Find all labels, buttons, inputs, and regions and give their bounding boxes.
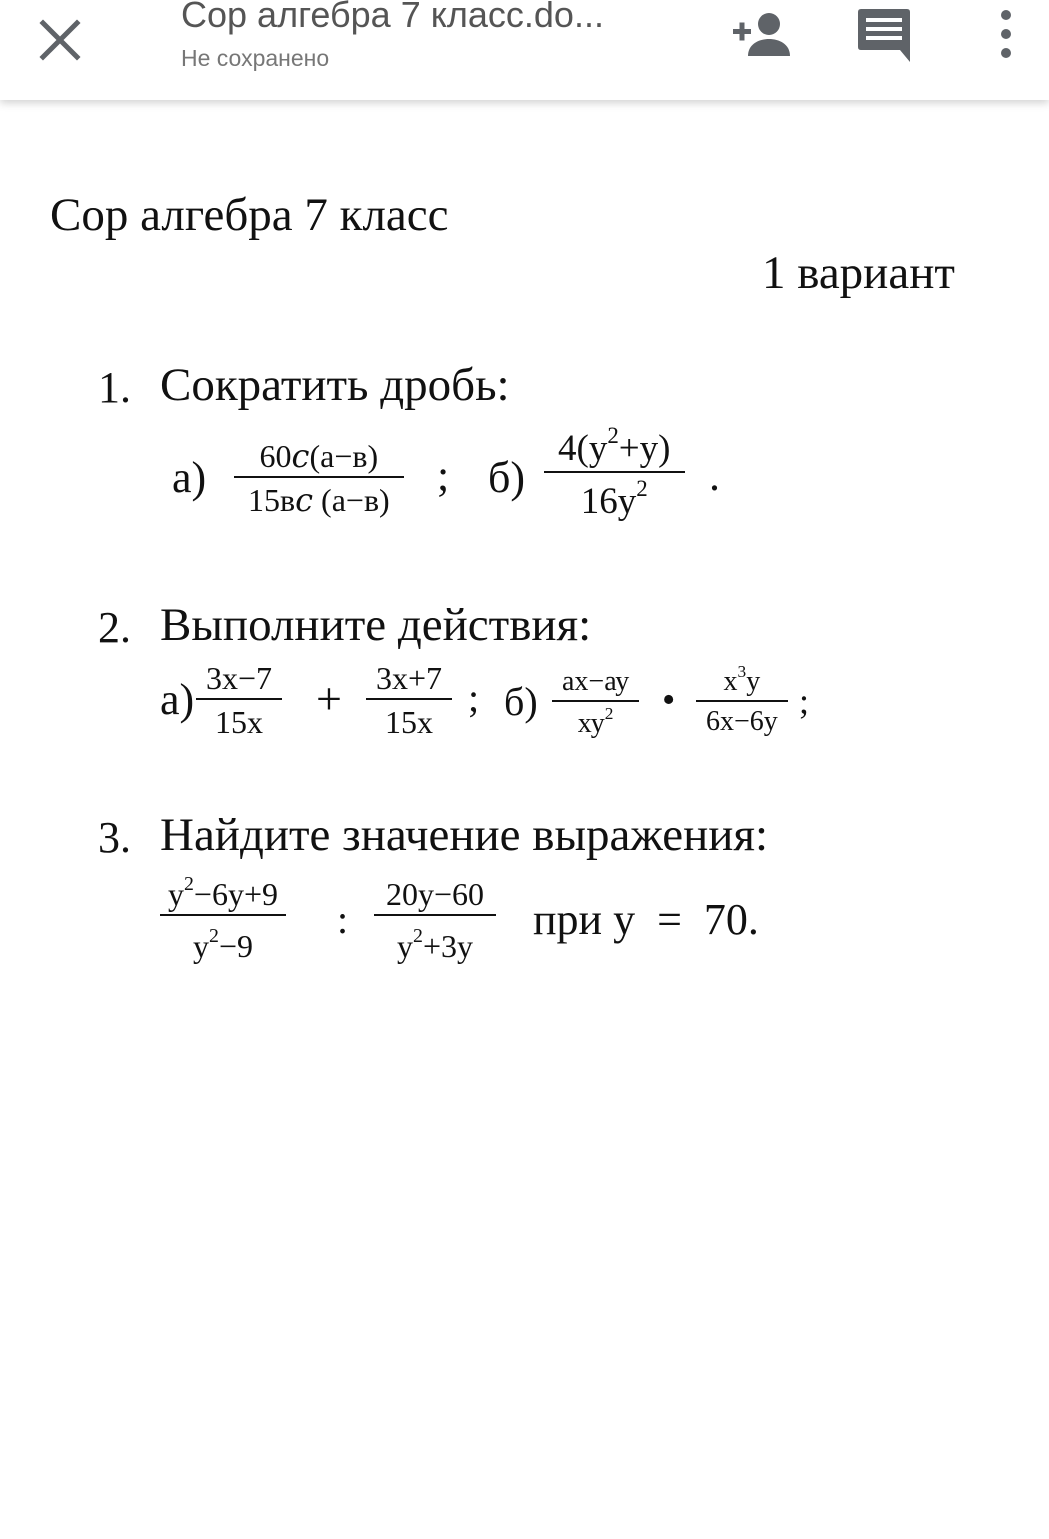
q2-b-fraction-1: [552, 668, 639, 738]
q3-condition: при у = 70.: [533, 895, 759, 944]
q1-a-label: а): [172, 453, 207, 502]
q2-a-fraction-2: [366, 662, 452, 738]
variant-label: 1 вариант: [762, 247, 955, 299]
q2-a2-denominator: 15х: [385, 704, 434, 740]
question-2-text: Выполните действия:: [160, 599, 592, 651]
q2-b2-num-exponent: 3: [737, 661, 747, 681]
question-3-text: Найдите значение выражения:: [160, 809, 769, 861]
q3-f2-den-base: у: [397, 928, 414, 964]
q3-f2-denominator: [385, 916, 485, 962]
q2-b1-numerator: ах−ау: [562, 666, 630, 697]
q2-b-fraction-2: [696, 662, 788, 736]
q3-f2-den-exponent: 2: [413, 925, 423, 948]
close-icon: [30, 10, 90, 70]
q2-b1-den-exponent: 2: [604, 703, 614, 723]
document-page[interactable]: [0, 100, 1049, 1539]
q3-f1-num-exponent: 2: [184, 873, 194, 896]
comment-button[interactable]: [856, 6, 914, 64]
q3-f1-den-base: у: [193, 928, 210, 964]
document-heading: Сор алгебра 7 класс: [50, 189, 449, 241]
q1-period: .: [709, 451, 720, 500]
more-vert-icon: [990, 8, 1022, 60]
q3-division-colon: :: [337, 897, 349, 942]
q1-b-numerator: [544, 422, 685, 471]
q1-b-den-base: 16у: [580, 481, 637, 522]
share-button[interactable]: [731, 8, 795, 60]
q2-b1-den-base: ху: [577, 708, 605, 739]
q1-a-numerator: 60𝑐(а−в): [259, 438, 379, 474]
q2-a-label: а): [160, 675, 195, 724]
q2-end-semicolon: ;: [799, 681, 810, 721]
q3-f1-num-rest: −6у+9: [193, 876, 279, 912]
q2-a2-numerator: 3х+7: [376, 660, 443, 696]
close-button[interactable]: [30, 10, 90, 70]
question-3-number: 3.: [98, 813, 131, 862]
comment-icon: [856, 6, 914, 64]
save-status: Не сохранено: [181, 45, 330, 71]
q2-b2-numerator: [714, 662, 771, 700]
q1-a-fraction: [234, 440, 404, 516]
q2-b2-denominator: 6х−6у: [706, 706, 778, 737]
q2-a1-denominator: 15х: [215, 704, 264, 740]
q3-fraction-2: [374, 872, 496, 962]
question-1-number: 1.: [98, 363, 131, 412]
q1-b-denominator: [567, 473, 662, 520]
q3-f1-denominator: [185, 916, 261, 962]
q2-b-label: б): [504, 679, 538, 724]
q3-f2-den-rest: +3у: [422, 928, 473, 964]
q1-a-denominator: 15в𝑐 (а−в): [248, 482, 390, 518]
q2-separator: ;: [468, 675, 480, 720]
q3-f2-numerator: 20у−60: [386, 876, 485, 912]
q2-b1-denominator: [568, 702, 624, 738]
q1-separator: ;: [437, 451, 450, 500]
q2-b2-num-rest: у: [746, 666, 761, 697]
q1-b-num-rest: +у): [618, 428, 671, 469]
q1-b-fraction: [544, 422, 685, 522]
q1-b-num-exponent: 2: [607, 422, 619, 448]
q2-plus-sign: +: [316, 673, 342, 724]
q2-a1-numerator: 3х−7: [206, 660, 273, 696]
document-title: Сор алгебра 7 класс.do...: [181, 0, 604, 35]
q1-b-den-exponent: 2: [636, 475, 648, 501]
q3-f1-numerator: [160, 872, 286, 914]
q3-fraction-1: [160, 872, 286, 962]
q2-a-fraction-1: [196, 662, 282, 738]
more-options-button[interactable]: [990, 8, 1022, 60]
q3-f1-den-rest: −9: [218, 928, 253, 964]
app-bar: [0, 0, 1049, 100]
q2-multiply-dot: •: [662, 679, 676, 721]
q1-b-label: б): [488, 453, 526, 502]
q1-b-num-base: 4(у: [558, 428, 608, 469]
q3-f1-den-exponent: 2: [209, 925, 219, 948]
person-add-icon: [731, 8, 795, 60]
q3-f1-num-base: у: [168, 876, 184, 912]
question-2-number: 2.: [98, 603, 131, 652]
q2-b2-num-base: х: [723, 666, 738, 697]
question-1-text: Сократить дробь:: [160, 359, 510, 411]
